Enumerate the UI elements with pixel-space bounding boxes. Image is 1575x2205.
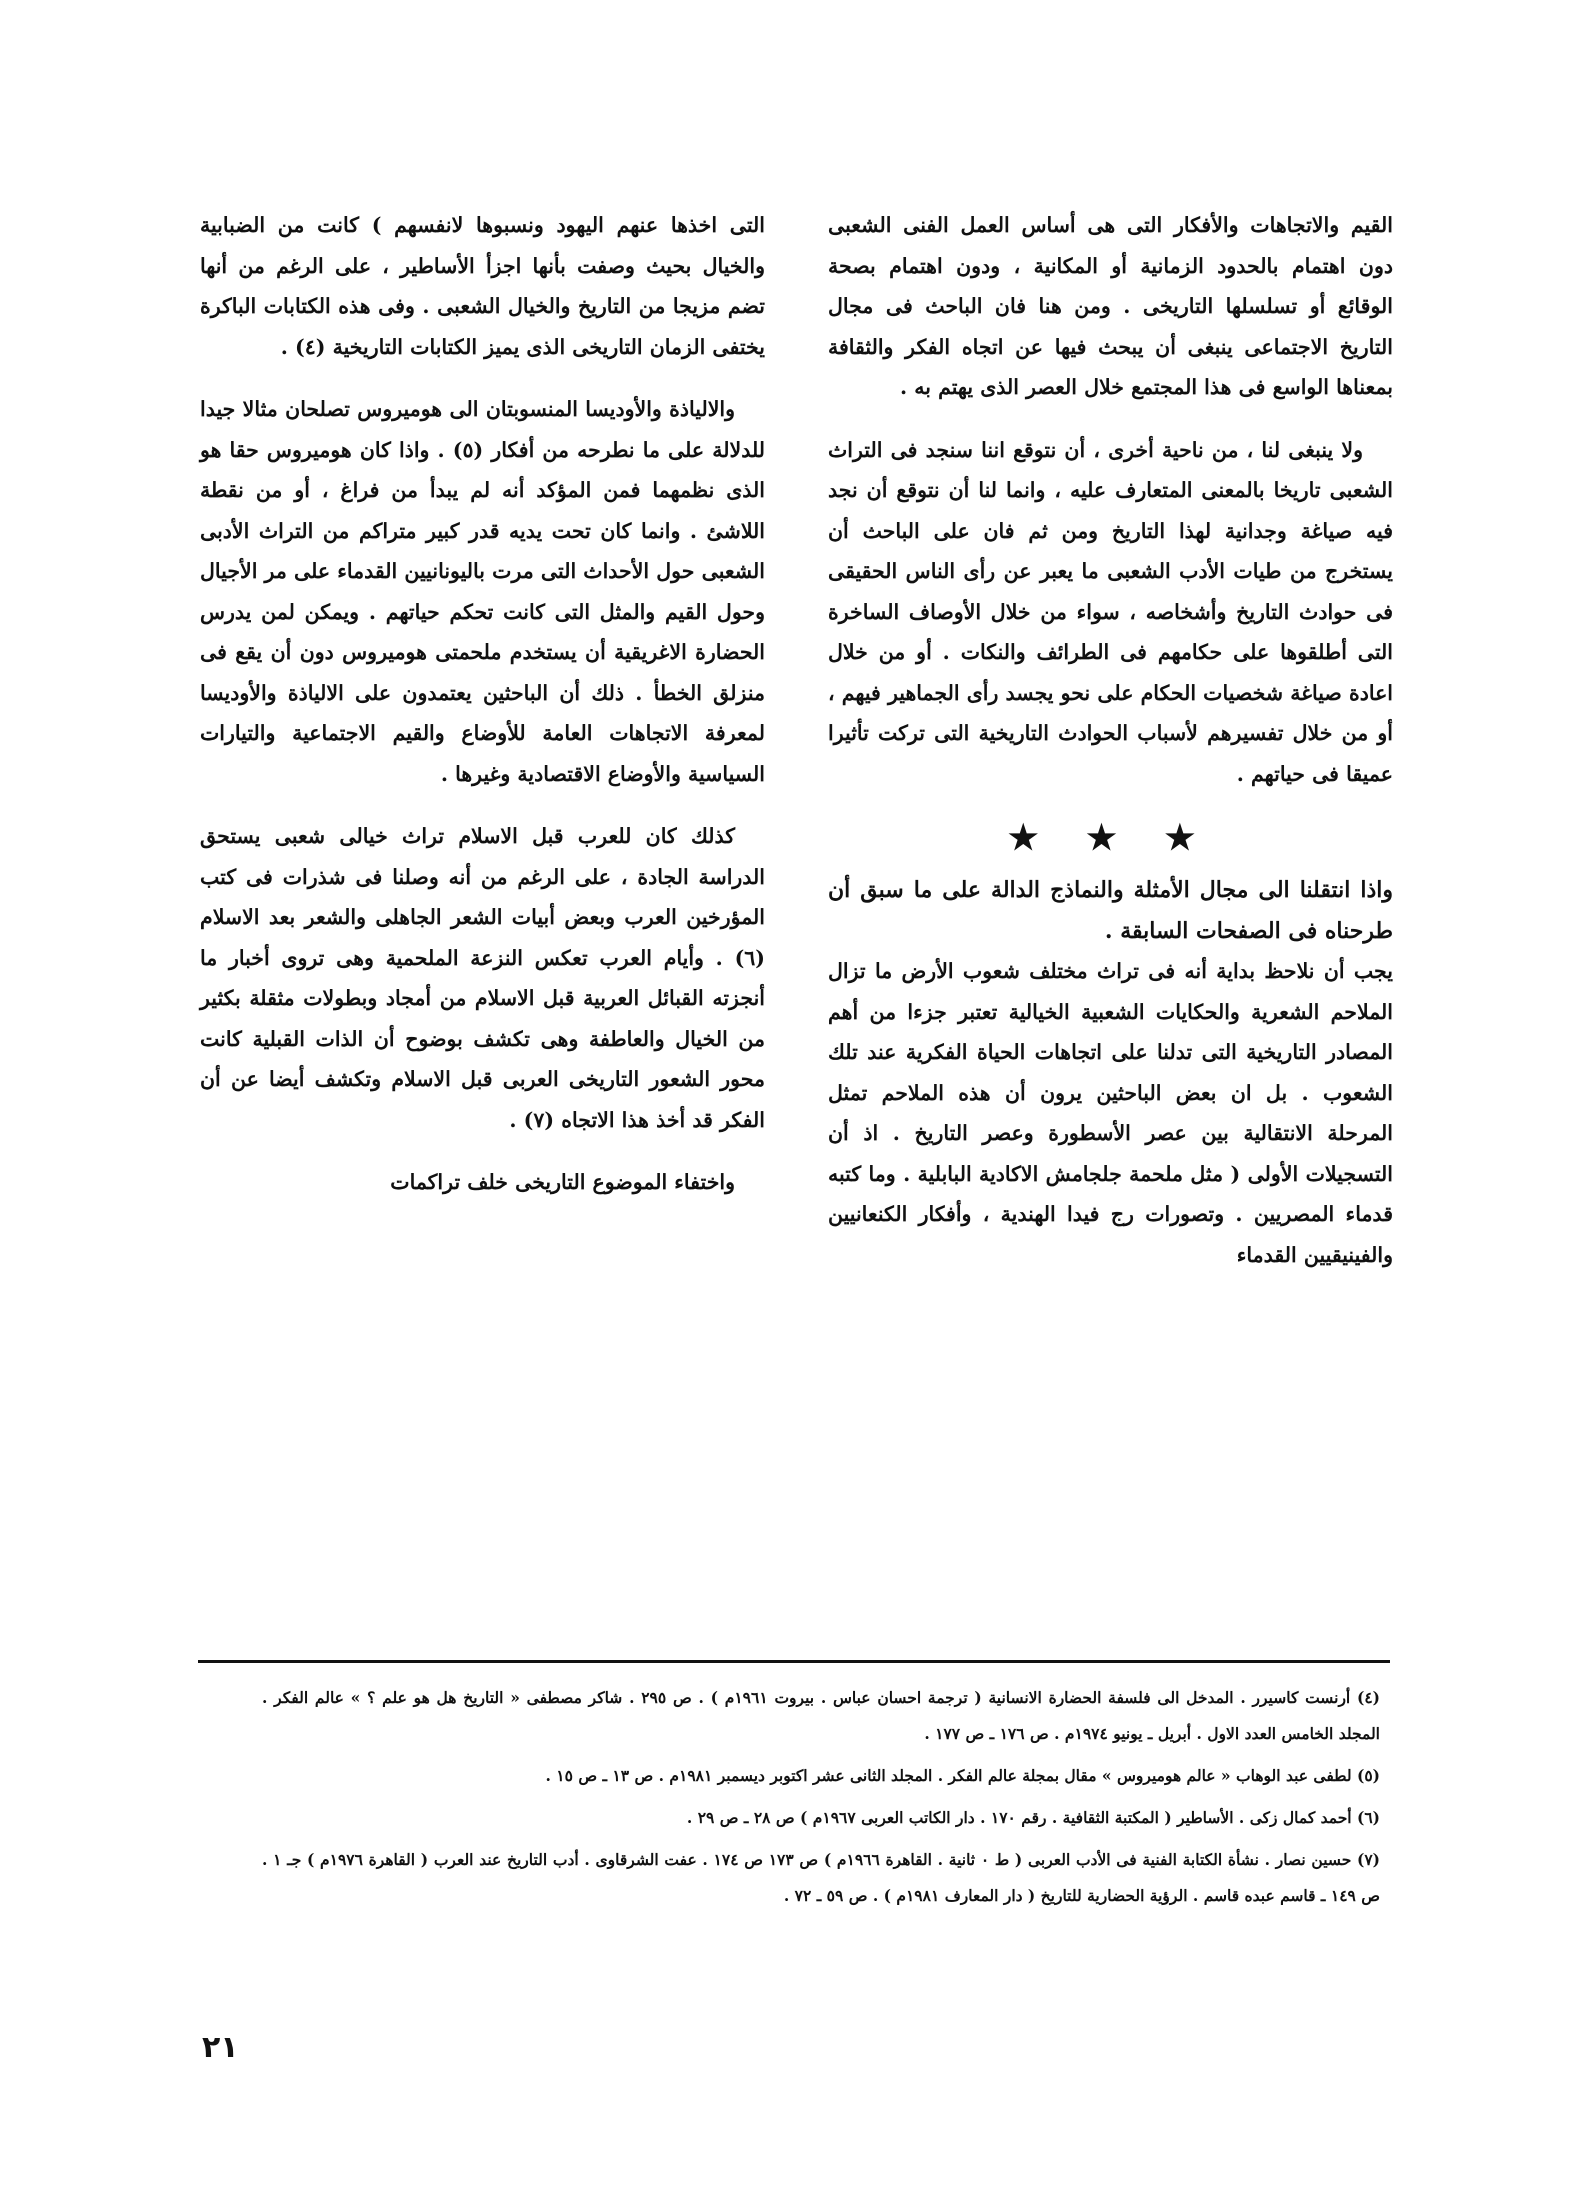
page-number: ٢١	[202, 2030, 239, 2065]
body-paragraph: ولا ينبغى لنا ، من ناحية أخرى ، أن نتوقع اننا سنجد فى التراث الشعبى تاريخا بالمعنى المتعارف عليه ، وانما لنا أن نتوقع أن نجد فيه صياغة وجدانية لهذا التاريخ ومن ثم فان على الباحث أن يستخرج من طيات الأدب الشعبى ما يعبر عن رأى الناس الحقيقى فى حوادث التاريخ وأشخاصه ، سواء من خلال الأوصاف الساخرة التى أطلقوها على حكامهم فى الطرائف والنكات . أو من خلال اعادة صياغة شخصيات الحكام على نحو يجسد رأى الجماهير فيهم ، أو من خلال تفسيرهم لأسباب الحوادث التاريخية التى تركت تأثيرا عميقا فى حياتهم .	[828, 437, 1393, 786]
footnote-separator-line	[198, 1660, 1390, 1663]
footnote-item: (٦) أحمد كمال زكى . الأساطير ( المكتبة الثقافية . رقم ١٧٠ . دار الكاتب العربى ١٩٦٧م ) ص ٢٨ ـ ص ٢٩ .	[686, 1808, 1380, 1827]
body-paragraph: يجب أن نلاحظ بداية أنه فى تراث مختلف شعوب الأرض ما تزال الملاحم الشعرية والحكايات الشعبية الخيالية تعتبر جزءا من أهم المصادر التاريخية التى تدلنا على اتجاهات الحياة الفكرية عند تلك الشعوب . بل ان بعض الباحثين يرون أن هذه الملاحم تمثل المرحلة الانتقالية بين عصر الأسطورة وعصر التاريخ . اذ أن التسجيلات الأولى ( مثل ملحمة جلجامش الاكادية البابلية . وما كتبه قدماء المصريين . وتصورات رج فيدا الهندية ، وأفكار الكنعانيين والفينيقيين القدماء	[828, 959, 1393, 1267]
section-divider-stars: ★ ★ ★	[1007, 818, 1214, 858]
right-text-column	[828, 205, 1393, 1297]
footnote-item: (٥) لطفى عبد الوهاب « عالم هوميروس » مقال بمجلة عالم الفكر . المجلد الثانى عشر اكتوبر ديسمبر ١٩٨١م . ص ١٣ ـ ص ١٥ .	[545, 1766, 1380, 1785]
body-paragraph: القيم والاتجاهات والأفكار التى هى أساس العمل الفنى الشعبى دون اهتمام بالحدود الزمانية أو المكانية ، ودون اهتمام بصحة الوقائع أو تسلسلها التاريخى . ومن هنا فان الباحث فى مجال التاريخ الاجتماعى ينبغى أن يبحث فيها عن اتجاه الفكر والثقافة بمعناها الواسع فى هذا المجتمع خلال العصر الذى يهتم به .	[828, 213, 1393, 399]
body-paragraph: كذلك كان للعرب قبل الاسلام تراث خيالى شعبى يستحق الدراسة الجادة ، على الرغم من أنه وصلنا فى شذرات فى كتب المؤرخين العرب وبعض أبيات الشعر الجاهلى والشعر بعد الاسلام (٦) . وأيام العرب تعكس النزعة الملحمية وهى تروى أخبار ما أنجزته القبائل العربية قبل الاسلام من أمجاد وبطولات مثقلة بكثير من الخيال والعاطفة وهى تكشف بوضوح أن الذات القبلية كانت محور الشعور التاريخى العربى قبل الاسلام وتكشف أيضا عن أن الفكر قد أخذ هذا الاتجاه (٧) .	[200, 824, 765, 1132]
footnote-item: (٤) أرنست كاسيرر . المدخل الى فلسفة الحضارة الانسانية ( ترجمة احسان عباس . بيروت ١٩٦١م ) . ص ٢٩٥ . شاكر مصطفى « التاريخ هل هو علم ؟ » عالم الفكر . المجلد الخامس العدد الاول . أبريل ـ يونيو ١٩٧٤م . ص ١٧٦ ـ ص ١٧٧ .	[262, 1688, 1381, 1743]
body-paragraph: التى اخذها عنهم اليهود ونسبوها لانفسهم ) كانت من الضبابية والخيال بحيث وصفت بأنها اجزأ الأساطير ، على الرغم من أنها تضم مزيجا من التاريخ والخيال الشعبى . وفى هذه الكتابات الباكرة يختفى الزمان التاريخى الذى يميز الكتابات التاريخية (٤) .	[200, 213, 765, 359]
section-heading: واذا انتقلنا الى مجال الأمثلة والنماذج الدالة على ما سبق أن طرحناه فى الصفحات السابقة .	[828, 877, 1393, 944]
left-text-column	[200, 205, 765, 1225]
body-paragraph: واختفاء الموضوع التاريخى خلف تراكمات	[390, 1170, 735, 1194]
body-paragraph: والالياذة والأوديسا المنسوبتان الى هوميروس تصلحان مثالا جيدا للدلالة على ما نطرحه من أفكار (٥) . واذا كان هوميروس حقا هو الذى نظمهما فمن المؤكد أنه لم يبدأ من فراغ ، أو من نقطة اللاشئ . وانما كان تحت يديه قدر كبير متراكم من التراث الأدبى الشعبى حول الأحداث التى مرت باليونانيين القدماء على مر الأجيال وحول القيم والمثل التى كانت تحكم حياتهم . ويمكن لمن يدرس الحضارة الاغريقية أن يستخدم ملحمتى هوميروس دون أن يقع فى منزلق الخطأ . ذلك أن الباحثين يعتمدون على الالياذة والأوديسا لمعرفة الاتجاهات العامة للأوضاع والقيم الاجتماعية والتيارات السياسية والأوضاع الاقتصادية وغيرها .	[200, 397, 765, 786]
footnote-item: (٧) حسين نصار . نشأة الكتابة الفنية فى الأدب العربى ( ط ٠ ثانية . القاهرة ١٩٦٦م ) ص ١٧٣ ص ١٧٤ . عفت الشرقاوى . أدب التاريخ عند العرب ( القاهرة ١٩٧٦م ) جـ ١ . ص ١٤٩ ـ قاسم عبده قاسم . الرؤية الحضارية للتاريخ ( دار المعارف ١٩٨١م ) . ص ٥٩ ـ ٧٢ .	[262, 1850, 1380, 1905]
footnotes	[262, 1680, 1380, 1920]
